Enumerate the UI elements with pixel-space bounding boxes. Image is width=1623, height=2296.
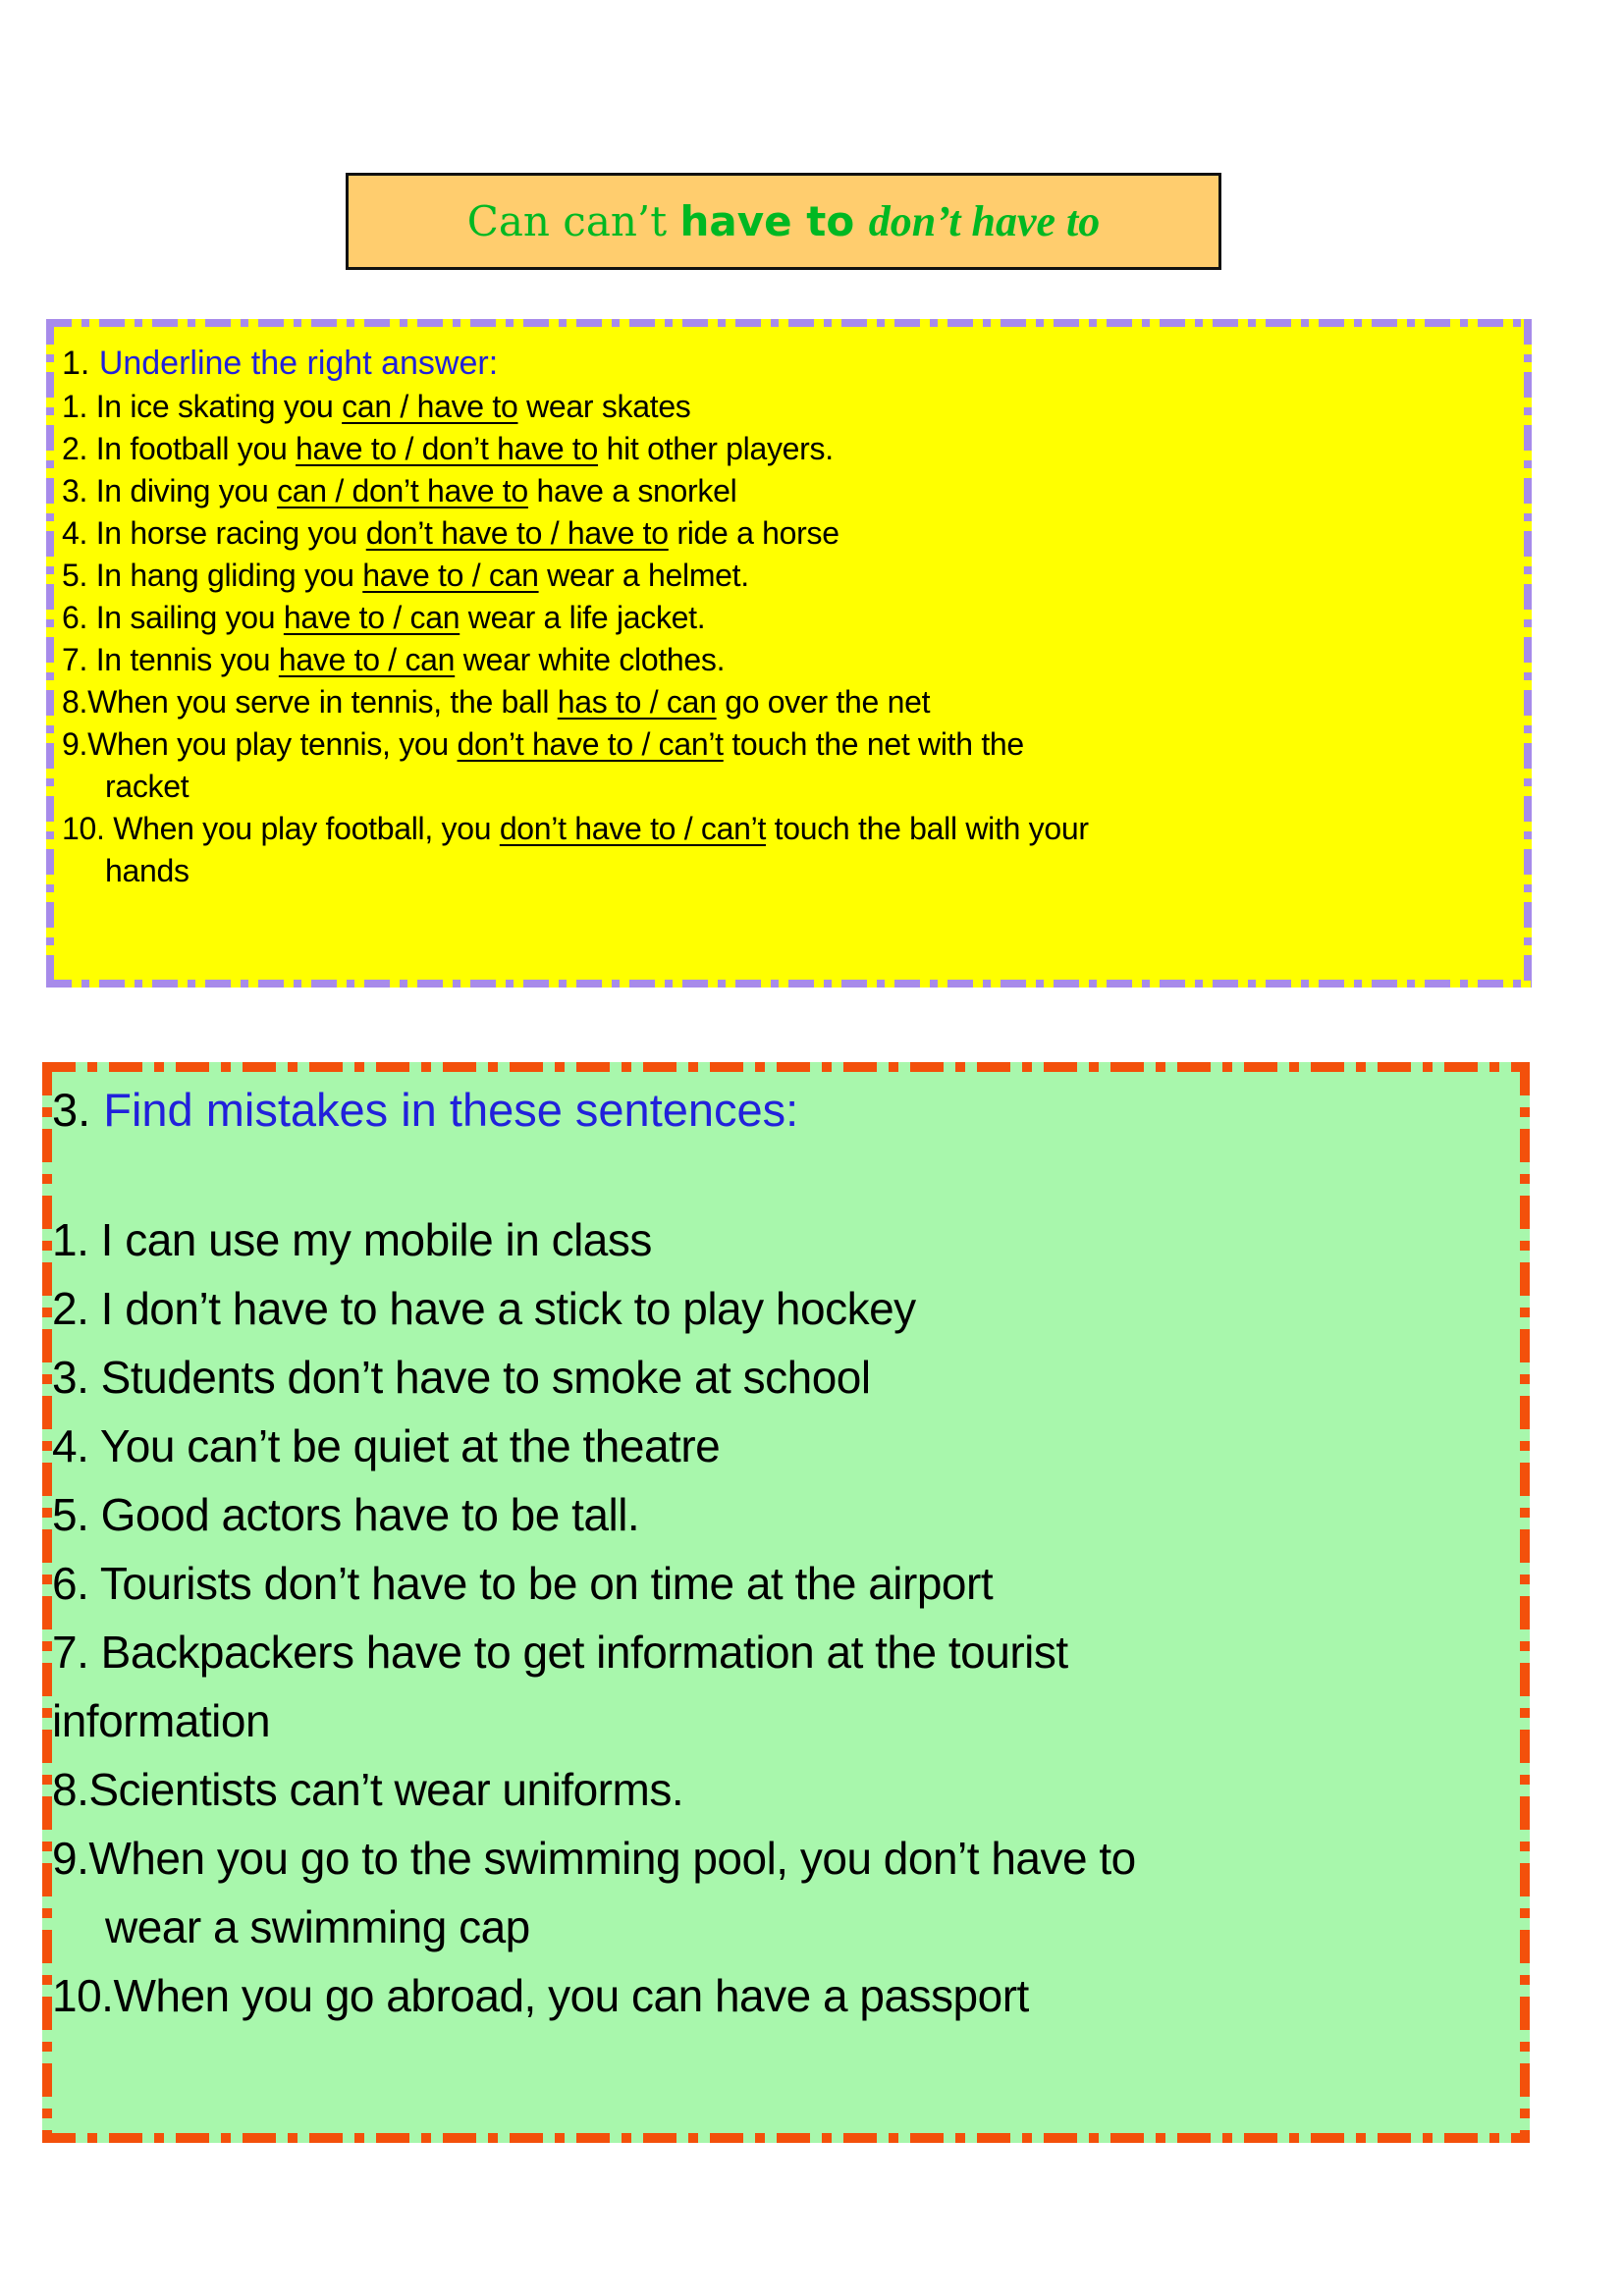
sentence-line (62, 597, 1514, 639)
sentence-line (52, 1618, 1514, 1686)
sentence-text: Scientists can’t wear uniforms. (88, 1764, 684, 1815)
sentence-text: When you serve in tennis, the ball (87, 684, 558, 720)
sentence-line (52, 1686, 1514, 1755)
exercise1-underline-box (46, 319, 1532, 988)
sentence-line (62, 850, 1514, 892)
sentence-text: In hang gliding you (95, 558, 363, 593)
sentence-text: go over the net (716, 684, 931, 720)
answer-choice-underlined: have to / don’t have to (296, 431, 599, 466)
item-number: 9. (52, 1833, 89, 1884)
sentence-line (62, 470, 1514, 512)
exercise3-heading-text: Find mistakes in these sentences: (103, 1084, 799, 1136)
answer-choice-underlined: has to / can (557, 684, 717, 720)
sentence-text: I don’t have to have a stick to play hockey (100, 1283, 916, 1334)
item-number: 4. (52, 1420, 100, 1471)
exercise1-heading (62, 341, 1514, 386)
item-number: 1. (52, 1214, 101, 1265)
answer-choice-underlined: don’t have to / have to (365, 515, 669, 551)
sentence-line (52, 1274, 1514, 1343)
item-number: 6. (52, 1558, 100, 1609)
item-number: 3. (62, 473, 96, 508)
item-number: 9. (62, 726, 88, 762)
exercise3-find-mistakes-box (42, 1062, 1530, 2143)
sentence-line (62, 386, 1514, 428)
sentence-text: When you play football, you (113, 811, 500, 846)
sentence-line (62, 639, 1514, 681)
sentence-text: have a snorkel (527, 473, 737, 508)
answer-choice-underlined: have to / can (362, 558, 539, 593)
item-number: 10. (62, 811, 114, 846)
sentence-line (52, 1412, 1514, 1480)
sentence-line (62, 428, 1514, 470)
item-number: 1. (62, 389, 96, 424)
sentence-text: In diving you (95, 473, 278, 508)
sentence-line (52, 1961, 1514, 2030)
sentence-text: In sailing you (95, 600, 284, 635)
item-number: 10. (52, 1970, 114, 2021)
sentence-line (62, 723, 1514, 766)
sentence-text: You can’t be quiet at the theatre (99, 1420, 721, 1471)
sentence-line (62, 766, 1514, 808)
item-number: 7. (62, 642, 96, 677)
sentence-text: When you go to the swimming pool, you don’t have to (88, 1833, 1136, 1884)
sentence-line (52, 1824, 1514, 1893)
answer-choice-underlined: can / have to (342, 389, 518, 424)
title-part-have-to: have to (679, 197, 869, 245)
exercise3-sentences (52, 1205, 1514, 2030)
answer-choice-underlined: don’t have to / can’t (499, 811, 767, 846)
exercise1-heading-text: Underline the right answer: (98, 345, 499, 382)
sentence-text: wear skates (517, 389, 691, 424)
item-number: 8. (62, 684, 88, 720)
answer-choice-underlined: don’t have to / can’t (457, 726, 724, 762)
sentence-text: information (52, 1695, 271, 1746)
sentence-line (62, 681, 1514, 723)
sentence-text: wear a life jacket. (460, 600, 706, 635)
sentence-line (62, 808, 1514, 850)
item-number: 2. (52, 1283, 101, 1334)
sentence-line (52, 1343, 1514, 1412)
sentence-text: Students don’t have to smoke at school (100, 1352, 871, 1403)
sentence-text: Backpackers have to get information at the tourist (100, 1627, 1068, 1678)
sentence-text: I can use my mobile in class (100, 1214, 652, 1265)
item-number: 8. (52, 1764, 89, 1815)
item-number: 2. (62, 431, 96, 466)
answer-choice-underlined: have to / can (278, 642, 456, 677)
worksheet-title-box (346, 173, 1221, 270)
sentence-text: In horse racing you (95, 515, 366, 551)
item-number: 5. (62, 558, 96, 593)
sentence-line (52, 1755, 1514, 1824)
sentence-text: hands (105, 853, 189, 888)
sentence-text: touch the ball with your (766, 811, 1089, 846)
exercise1-heading-number: 1. (62, 345, 99, 382)
sentence-text: hit other players. (598, 431, 834, 466)
item-number: 7. (52, 1627, 101, 1678)
sentence-line (52, 1893, 1514, 1961)
sentence-line (52, 1549, 1514, 1618)
sentence-line (52, 1480, 1514, 1549)
exercise3-heading-number: 3. (52, 1084, 104, 1136)
title-part-dont-have-to: don’t have to (868, 197, 1101, 245)
sentence-text: Tourists don’t have to be on time at the airport (99, 1558, 994, 1609)
item-number: 5. (52, 1489, 101, 1540)
exercise1-sentences (62, 386, 1514, 892)
sentence-text: Good actors have to be tall. (100, 1489, 640, 1540)
sentence-line (52, 1205, 1514, 1274)
sentence-text: In tennis you (95, 642, 279, 677)
item-number: 3. (52, 1352, 101, 1403)
sentence-text: touch the net with the (723, 726, 1024, 762)
sentence-text: ride a horse (668, 515, 839, 551)
exercise3-heading (52, 1080, 1514, 1141)
title-part-can-cant: Can can’t (466, 197, 680, 245)
sentence-text: In football you (95, 431, 297, 466)
sentence-text: wear white clothes. (455, 642, 726, 677)
sentence-text: When you go abroad, you can have a passport (113, 1970, 1029, 2021)
item-number: 6. (62, 600, 96, 635)
sentence-text: wear a helmet. (538, 558, 749, 593)
sentence-text: In ice skating you (95, 389, 343, 424)
sentence-line (62, 512, 1514, 555)
sentence-text: When you play tennis, you (87, 726, 458, 762)
sentence-line (62, 555, 1514, 597)
answer-choice-underlined: have to / can (283, 600, 460, 635)
sentence-text: wear a swimming cap (105, 1901, 530, 1952)
item-number: 4. (62, 515, 96, 551)
sentence-text: racket (105, 769, 189, 804)
answer-choice-underlined: can / don’t have to (277, 473, 528, 508)
